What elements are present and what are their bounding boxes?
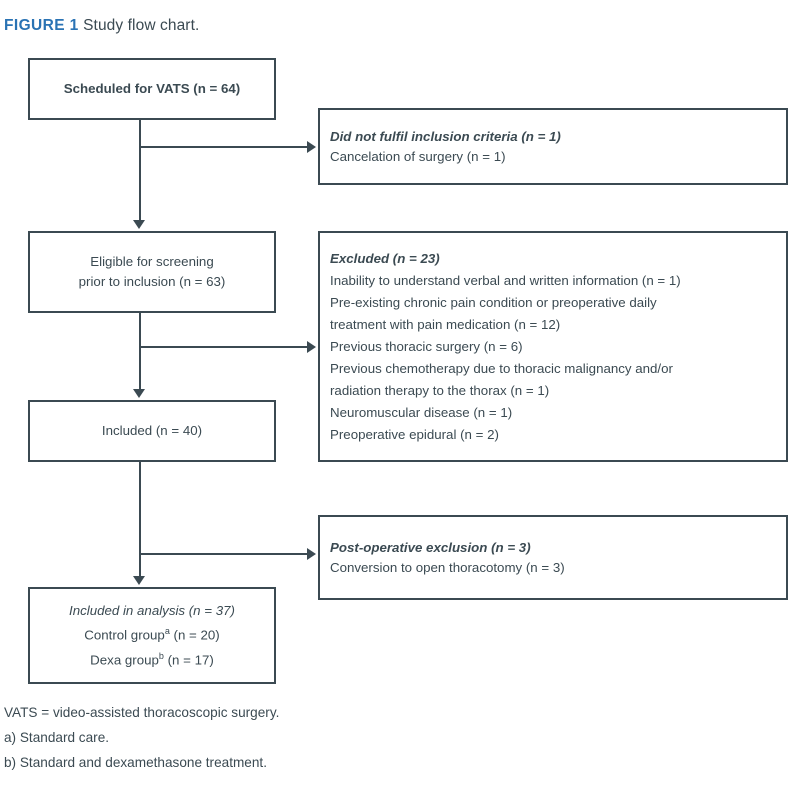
node-scheduled-for-vats: [28, 58, 276, 120]
arrowhead-down-1: [133, 220, 145, 229]
footnote-b: b) Standard and dexamethasone treatment.: [4, 755, 267, 770]
arrowhead-down-3: [133, 576, 145, 585]
connector-branch-2: [139, 346, 309, 348]
node-analysis-heading: Included in analysis (n = 37): [69, 603, 235, 619]
node-excl2-line-4: Previous thoracic surgery (n = 6): [330, 338, 523, 354]
node-analysis-line-2: [30, 646, 274, 670]
node-excl2-line-7: Neuromuscular disease (n = 1): [330, 404, 513, 420]
node-excl2-heading: Excluded (n = 23): [330, 250, 440, 266]
node-excl1-line-1: Cancelation of surgery (n = 1): [330, 148, 506, 164]
arrowhead-down-2: [133, 389, 145, 398]
node-included: [28, 400, 276, 462]
node-analysis-group-1-marker: a: [164, 626, 170, 637]
node-included-in-analysis: [28, 587, 276, 684]
figure-title: Study flow chart.: [83, 17, 200, 34]
node-analysis-line-1: [30, 621, 274, 645]
node-eligible-line-2: prior to inclusion (n = 63): [78, 274, 226, 289]
node-eligible-line-1: Eligible for screening: [90, 254, 214, 269]
node-analysis-group-1-count: (n = 20): [169, 627, 220, 643]
connector-vertical-2: [139, 313, 141, 390]
arrowhead-right-3: [307, 548, 316, 560]
node-excl2-line-5: Previous chemotherapy due to thoracic malignancy and/or: [330, 360, 673, 376]
arrowhead-right-2: [307, 341, 316, 353]
node-post-operative-exclusion: [318, 515, 788, 600]
node-excl2-line-2: Pre-existing chronic pain condition or preoperative daily: [330, 294, 657, 310]
node-excl3-line-1: Conversion to open thoracotomy (n = 3): [330, 559, 565, 575]
figure-footnotes: [4, 700, 784, 775]
footnote-a: a) Standard care.: [4, 730, 110, 745]
connector-branch-3: [139, 553, 309, 555]
node-eligible-for-screening: [28, 231, 276, 313]
node-excl2-line-3: treatment with pain medication (n = 12): [330, 316, 561, 332]
node-excl2-line-1: Inability to understand verbal and written information (n = 1): [330, 272, 681, 288]
node-excl2-line-6: radiation therapy to the thorax (n = 1): [330, 382, 550, 398]
footnote-abbreviation: VATS = video-assisted thoracoscopic surgery.: [4, 705, 280, 720]
connector-branch-1: [139, 146, 309, 148]
node-scheduled-line-1: Scheduled for VATS (n = 64): [63, 81, 241, 96]
node-analysis-group-2-count: (n = 17): [163, 651, 214, 667]
node-included-line-1: Included (n = 40): [101, 423, 203, 438]
figure-number: FIGURE 1: [4, 17, 79, 34]
node-analysis-group-2-marker: b: [158, 650, 164, 661]
node-excluded: [318, 231, 788, 462]
node-analysis-group-1-label: Control group: [84, 627, 165, 643]
arrowhead-right-1: [307, 141, 316, 153]
node-excl3-heading: Post-operative exclusion (n = 3): [330, 539, 531, 555]
node-excl1-heading: Did not fulfil inclusion criteria (n = 1): [330, 128, 561, 144]
connector-vertical-3: [139, 462, 141, 577]
node-analysis-group-2-label: Dexa group: [90, 651, 159, 667]
node-did-not-fulfil-inclusion-criteria: [318, 108, 788, 185]
connector-vertical-1: [139, 120, 141, 221]
node-excl2-line-8: Preoperative epidural (n = 2): [330, 426, 499, 442]
figure-caption: [4, 17, 199, 35]
